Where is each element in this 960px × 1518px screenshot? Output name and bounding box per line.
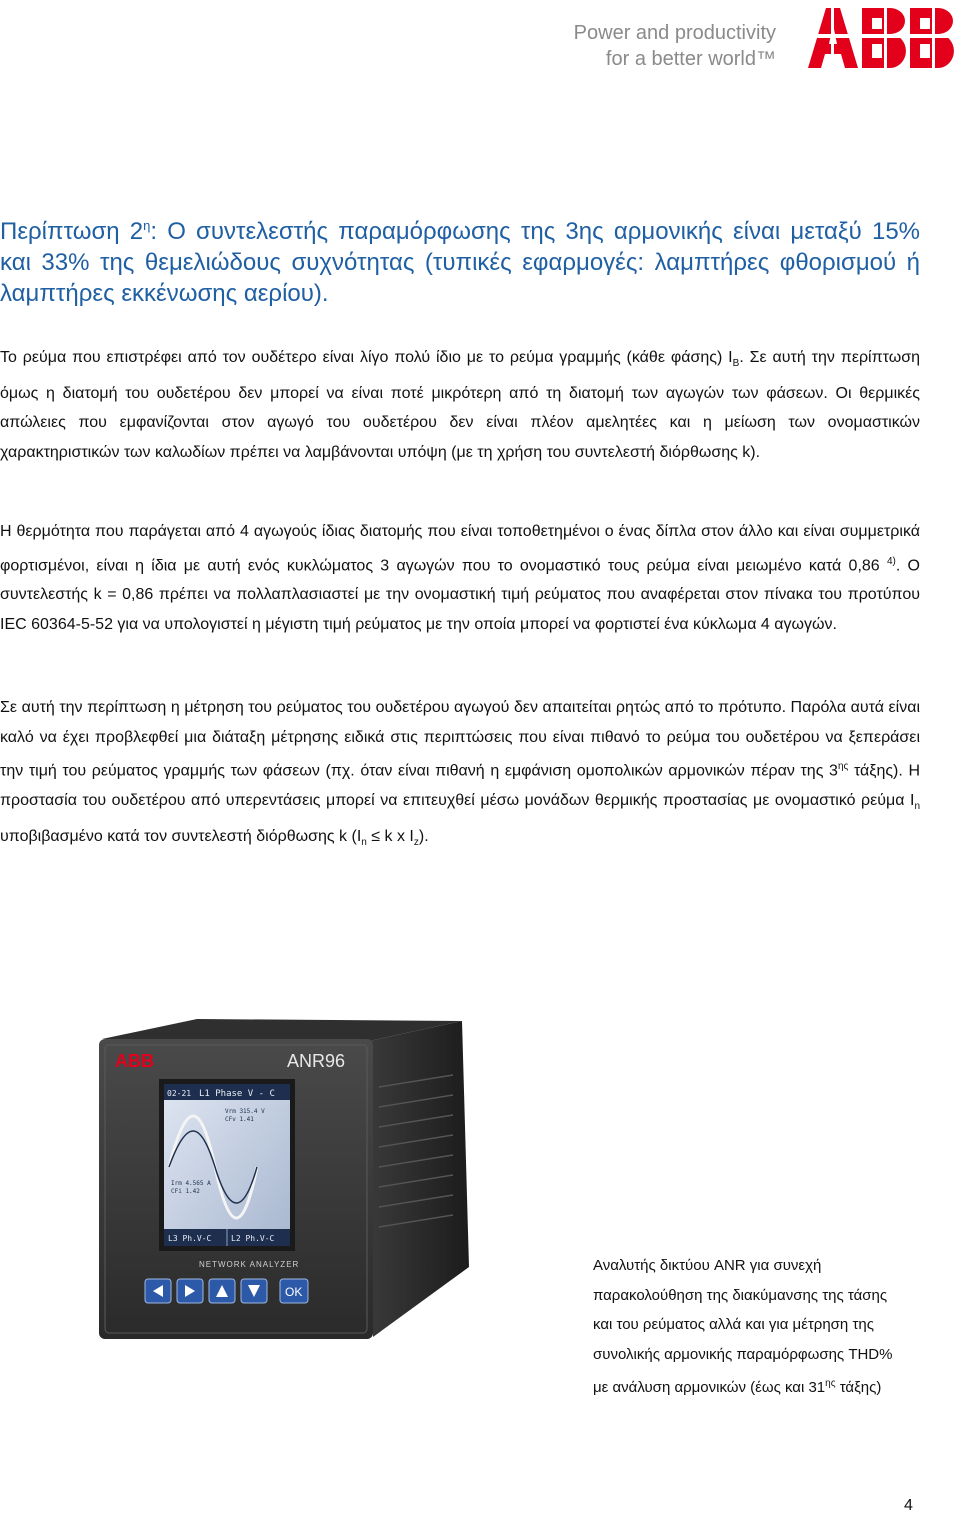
p1-text-b: . Σε αυτή την περίπτωση όμως η διατομή του ουδετέρου δεν μπορεί να είναι ποτέ μικρότερη από τη διατομή των αγωγών των φάσεων. Οι θερμικές απώλειες που εμφανίζονται στον αγωγό του ουδετέρου δεν είναι πλέον αμελητέες και η μείωση των ονομαστικών χαρακτηριστικών των καλωδίων πρέπει να λαμβάνονται υπόψη (με τη χρήση του συντελεστή διόρθωσης k). [0,349,921,461]
paragraph-3 [0,693,920,857]
screen-reading-1: Vrm 315.4 V [225,1108,265,1115]
p3-text-b: τάξης). Η προστασία του ουδετέρου από υπερεντάσεις μπορεί να επιτευχθεί μέσω μονάδων θερμικής προστασίας με ονομαστικό ρεύμα I [0,762,920,809]
ok-button-label: OK [285,1285,303,1299]
device-brand: ABB [115,1051,154,1071]
heading-rest: : Ο συντελεστής παραμόρφωσης της 3ης αρμονικής είναι μεταξύ 15% και 33% της θεμελιώδους συχνότητας (τυπικές εφαρμογές: λαμπτήρες φθορισμού ή λαμπτήρες εκκένωσης αερίου). [0,218,921,307]
page-number: 4 [904,1497,913,1514]
network-analyzer-image [97,1017,477,1347]
panel-label: NETWORK ANALYZER [199,1260,300,1269]
p2-text-a: Η θερμότητα που παράγεται από 4 αγωγούς ίδιας διατομής που είναι τοποθετημένοι ο ένας δίπλα στον άλλο και είναι συμμετρικά φορτισμένοι, είναι η ίδια με αυτή ενός κυκλώματος 3 αγωγών που το ονομαστικό τους ρεύμα είναι μειωμένο κατά 0,86 [0,523,920,574]
screen-reading-3: Irm 4.565 A [171,1180,211,1187]
device-buttons [145,1279,308,1303]
abb-logo [806,4,958,70]
caption-sup: ης [825,1378,836,1389]
p3-sub-3: z [413,836,419,848]
screen-tab-1: L3 Ph.V-C [168,1234,212,1243]
p3-sub-2: n [361,836,367,848]
heading-sup: η [143,218,151,233]
screen-tab-2: L2 Ph.V-C [231,1234,275,1243]
p3-text-a: Σε αυτή την περίπτωση η μέτρηση του ρεύματος του ουδετέρου αγωγού δεν απαιτείται ρητώς από το πρότυπο. Παρόλα αυτά είναι καλό να έχει προβλεφθεί μια διάταξη μέτρησης ειδικά στις περιπτώσεις που είναι πιθανό το ρεύμα του ουδετέρου να ξεπεράσει την τιμή του ρεύματος γραμμής των φάσεων (πχ. όταν είναι πιθανή η εμφάνιση ομοπολικών αρμονικών πέραν της 3 [0,699,920,780]
caption-text-a: Αναλυτής δικτύου ANR για συνεχή παρακολούθηση της διακύμανσης της τάσης και του ρεύματος αλλά και για μέτρηση της συνολικής αρμονικής παραμόρφωσης THD% με ανάλυση αρμονικών (έως και 31 [593,1257,893,1396]
p3-sub-1: n [914,801,920,813]
screen-title: L1 Phase V - C [199,1089,275,1099]
device-side [369,1021,469,1337]
image-caption [593,1251,903,1403]
p1-sub: B [732,358,740,370]
p3-text-d: ≤ k x I [366,827,414,845]
tagline-line-1: Power and productivity [573,22,776,44]
header-tagline [552,20,776,72]
p2-sup: 4) [886,555,896,567]
section-heading [0,210,920,309]
screen-reading-2: CFv 1.41 [225,1116,254,1123]
caption-text-b: τάξης) [835,1379,882,1396]
p3-sup: ης [837,761,849,772]
screen-reading-4: CFi 1.42 [171,1188,200,1195]
paragraph-1 [0,343,920,467]
tagline-line-2: for a better world™ [605,48,776,70]
p2-text-b: . Ο συντελεστής k = 0,86 πρέπει να πολλαπλασιαστεί με την ονομαστική τιμή ρεύματος που αναφέρεται στον πίνακα του προτύπου IEC 60364-5-52 για να υπολογιστεί η μέγιστη τιμή ρεύματος με την οποία μπορεί να φορτιστεί ένα κύκλωμα 4 αγωγών. [0,556,921,633]
screen-page: 02-21 [167,1089,192,1098]
p3-text-e: ). [418,827,429,845]
heading-prefix: Περίπτωση 2 [0,218,144,245]
p1-text-a: Το ρεύμα που επιστρέφει από τον ουδέτερο είναι λίγο πολύ ίδιο με το ρεύμα γραμμής (κάθε φάσης) I [0,349,733,366]
device-model: ANR96 [287,1051,346,1071]
paragraph-2 [0,517,920,639]
p3-text-c: υποβιβασμένο κατά τον συντελεστή διόρθωσης k (I [0,827,362,845]
